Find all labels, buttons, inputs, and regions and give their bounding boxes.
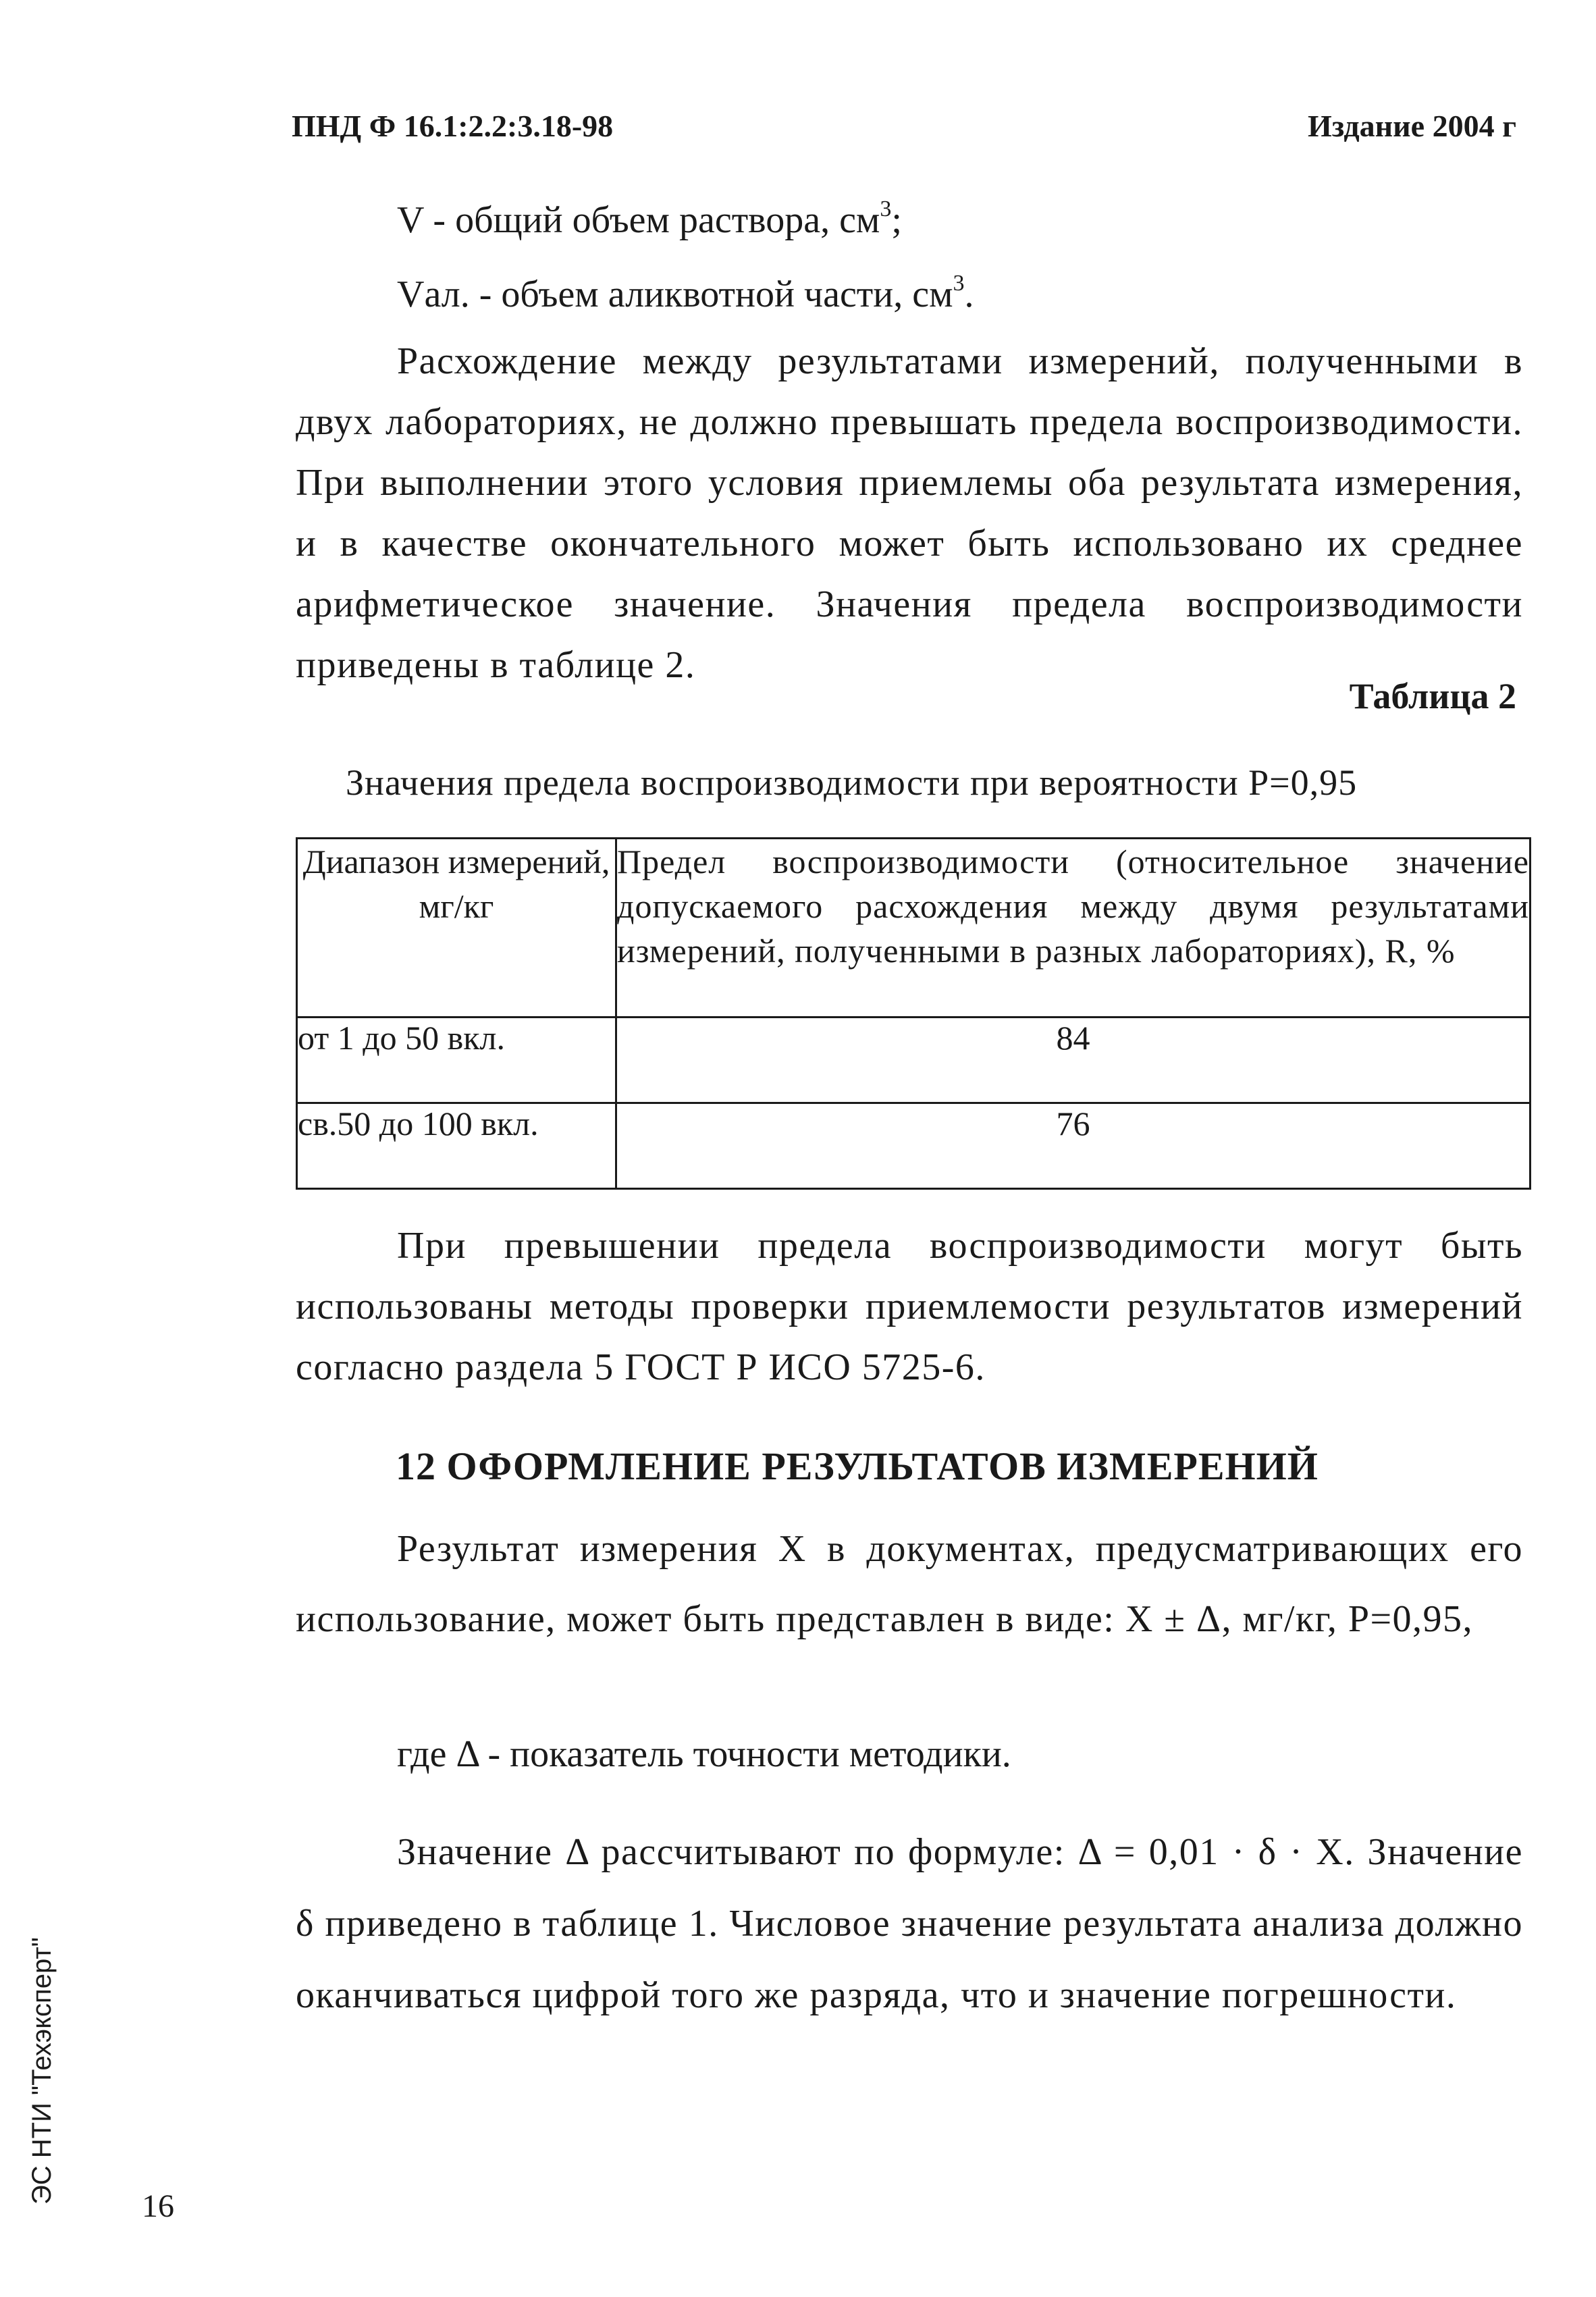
table-cell-range: св.50 до 100 вкл. — [297, 1103, 616, 1189]
superscript: 3 — [880, 196, 892, 221]
table-row — [297, 1018, 1531, 1103]
paragraph-exceed: При превышении предела воспроизводимости могут быть использованы методы проверки приемлемости результатов измерений согласно раздела 5 ГОСТ Р ИСО 5725-6. — [296, 1225, 1523, 1388]
table-row — [297, 1103, 1531, 1189]
section-title: 12 ОФОРМЛЕНИЕ РЕЗУЛЬТАТОВ ИЗМЕРЕНИЙ — [396, 1444, 1319, 1488]
table-cell-value: 76 — [616, 1103, 1531, 1189]
edition-label: Издание 2004 г — [1307, 109, 1516, 143]
table-cell-value: 84 — [616, 1018, 1531, 1103]
definition-suffix: ; — [891, 199, 902, 241]
paragraph-result: Результат измерения X в документах, предусматривающих его использование, может быть представлен в виде: X ± Δ, мг/кг, Р=0,95, — [296, 1528, 1523, 1640]
definition-v-total — [397, 196, 902, 241]
reproducibility-table — [296, 837, 1531, 1190]
side-stamp: ЭС НТИ "Техэксперт" — [27, 1937, 57, 2204]
table-header-row — [297, 839, 1531, 1018]
paragraph-reproducibility: Расхождение между результатами измерений, полученными в двух лабораториях, не должно превышать предела воспроизводимости. При выполнении этого условия приемлемы оба результата измерения, и в качестве окончательного может быть использовано их среднее арифметическое значение. Значения предела воспроизводимости приведены в таблице 2. — [296, 340, 1523, 686]
paragraph-where: где Δ - показатель точности методики. — [397, 1733, 1011, 1775]
table-number: Таблица 2 — [1349, 676, 1516, 716]
definition-v-aliquot-text: Vал. - объем аликвотной части, см — [397, 273, 953, 315]
superscript: 3 — [953, 271, 965, 296]
table-header-limit: Предел воспроизводимости (относительное значение допускаемого расхождения между двумя результатами измерений, полученными в разных лабораториях), R, % — [616, 839, 1531, 1018]
definition-suffix: . — [964, 273, 974, 315]
paragraph-formula: Значение Δ рассчитывают по формуле: Δ = 0,01 · δ · X. Значение δ приведено в таблице 1. Числовое значение результата анализа должно оканчиваться цифрой того же разряда, что и значение погрешности. — [296, 1831, 1523, 2016]
definition-v-total-text: V - общий объем раствора, см — [397, 199, 880, 241]
page-number: 16 — [142, 2188, 174, 2224]
table-caption: Значения предела воспроизводимости при вероятности Р=0,95 — [346, 762, 1358, 803]
table-cell-range: от 1 до 50 вкл. — [297, 1018, 616, 1103]
document-code: ПНД Ф 16.1:2.2:3.18-98 — [292, 109, 614, 143]
table-header-range: Диапазон измерений, мг/кг — [297, 839, 616, 1018]
definition-v-aliquot — [397, 271, 974, 315]
